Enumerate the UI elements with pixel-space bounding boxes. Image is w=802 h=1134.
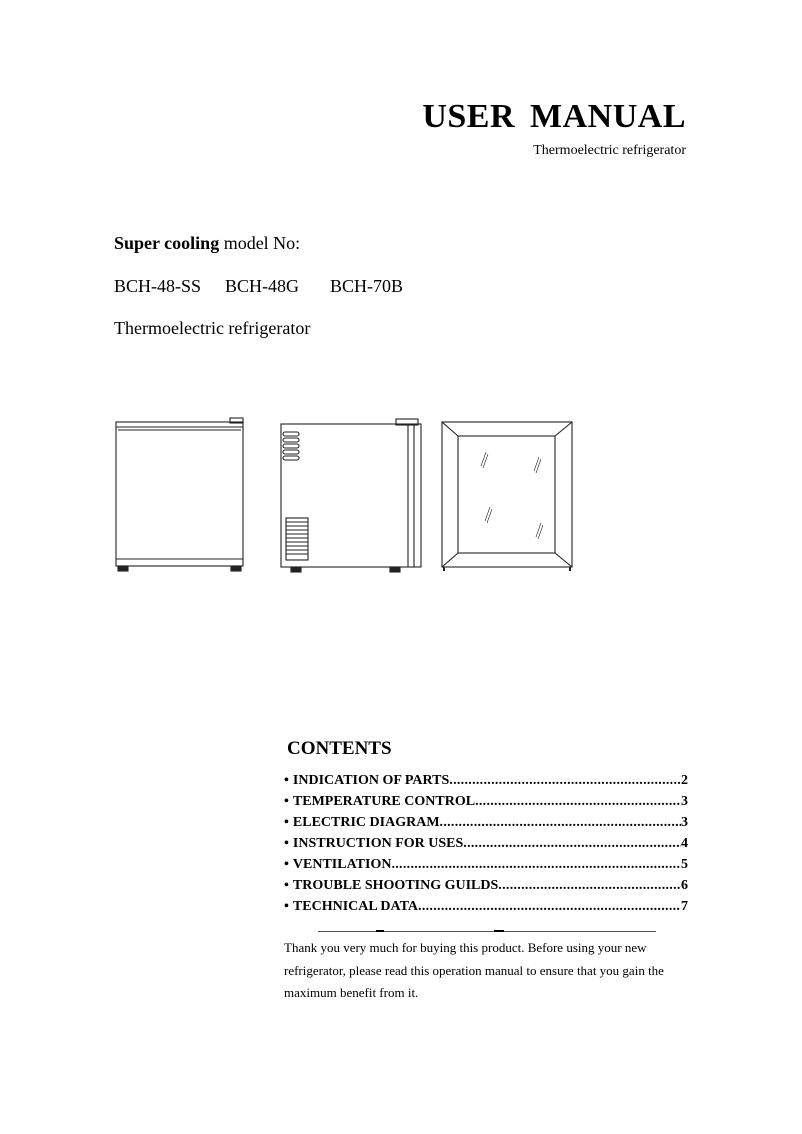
toc-leader <box>463 833 681 854</box>
model-heading-bold: Super cooling <box>114 233 220 253</box>
toc-item <box>284 791 688 812</box>
toc-label: TECHNICAL DATA <box>292 899 419 914</box>
toc-item <box>284 854 688 875</box>
toc-item <box>284 770 688 791</box>
toc-label: INSTRUCTION FOR USES <box>292 836 464 851</box>
toc-page: 5 <box>681 857 688 872</box>
toc-label: TROUBLE SHOOTING GUILDS <box>292 878 499 893</box>
front-view <box>116 418 243 571</box>
toc-bullet: • <box>284 773 289 788</box>
model-heading-rest: model No: <box>219 233 301 253</box>
toc-leader <box>418 896 681 917</box>
toc-bullet: • <box>284 899 289 914</box>
model-number: BCH-70B <box>330 276 404 296</box>
divider-mark <box>494 930 504 932</box>
subtitle: Thermoelectric refrigerator <box>533 143 686 158</box>
toc-bullet: • <box>284 878 289 893</box>
toc-item <box>284 833 688 854</box>
toc-label: INDICATION OF PARTS <box>292 773 450 788</box>
toc-label: ELECTRIC DIAGRAM <box>292 815 440 830</box>
toc-leader <box>440 812 681 833</box>
toc-leader <box>498 875 681 896</box>
glass-door-view <box>442 422 572 571</box>
toc-page: 7 <box>681 899 688 914</box>
toc-leader <box>449 770 681 791</box>
intro-paragraph: Thank you very much for buying this product. Before using your new refrigerator, please read this operation manual to ensure that you gain the maximum benefit from it. <box>284 940 664 1000</box>
toc-page: 3 <box>681 794 688 809</box>
toc-item <box>284 812 688 833</box>
toc-page: 2 <box>681 773 688 788</box>
toc-leader <box>391 854 681 875</box>
side-view <box>281 419 421 572</box>
contents-title: CONTENTS <box>287 738 392 759</box>
toc-label: VENTILATION <box>292 857 392 872</box>
model-number: BCH-48-SS <box>114 276 202 296</box>
toc-bullet: • <box>284 857 289 872</box>
toc-page: 4 <box>681 836 688 851</box>
toc-item <box>284 875 688 896</box>
toc-page: 6 <box>681 878 688 893</box>
divider <box>318 931 656 932</box>
toc-bullet: • <box>284 836 289 851</box>
title: USER MANUAL <box>422 98 686 135</box>
table-of-contents <box>284 770 688 917</box>
model-number: BCH-48G <box>225 276 300 296</box>
toc-page: 3 <box>681 815 688 830</box>
toc-item <box>284 896 688 917</box>
product-type: Thermoelectric refrigerator <box>114 318 311 338</box>
toc-leader <box>475 791 681 812</box>
toc-label: TEMPERATURE CONTROL <box>292 794 476 809</box>
toc-bullet: • <box>284 794 289 809</box>
toc-bullet: • <box>284 815 289 830</box>
divider-mark <box>376 930 384 932</box>
